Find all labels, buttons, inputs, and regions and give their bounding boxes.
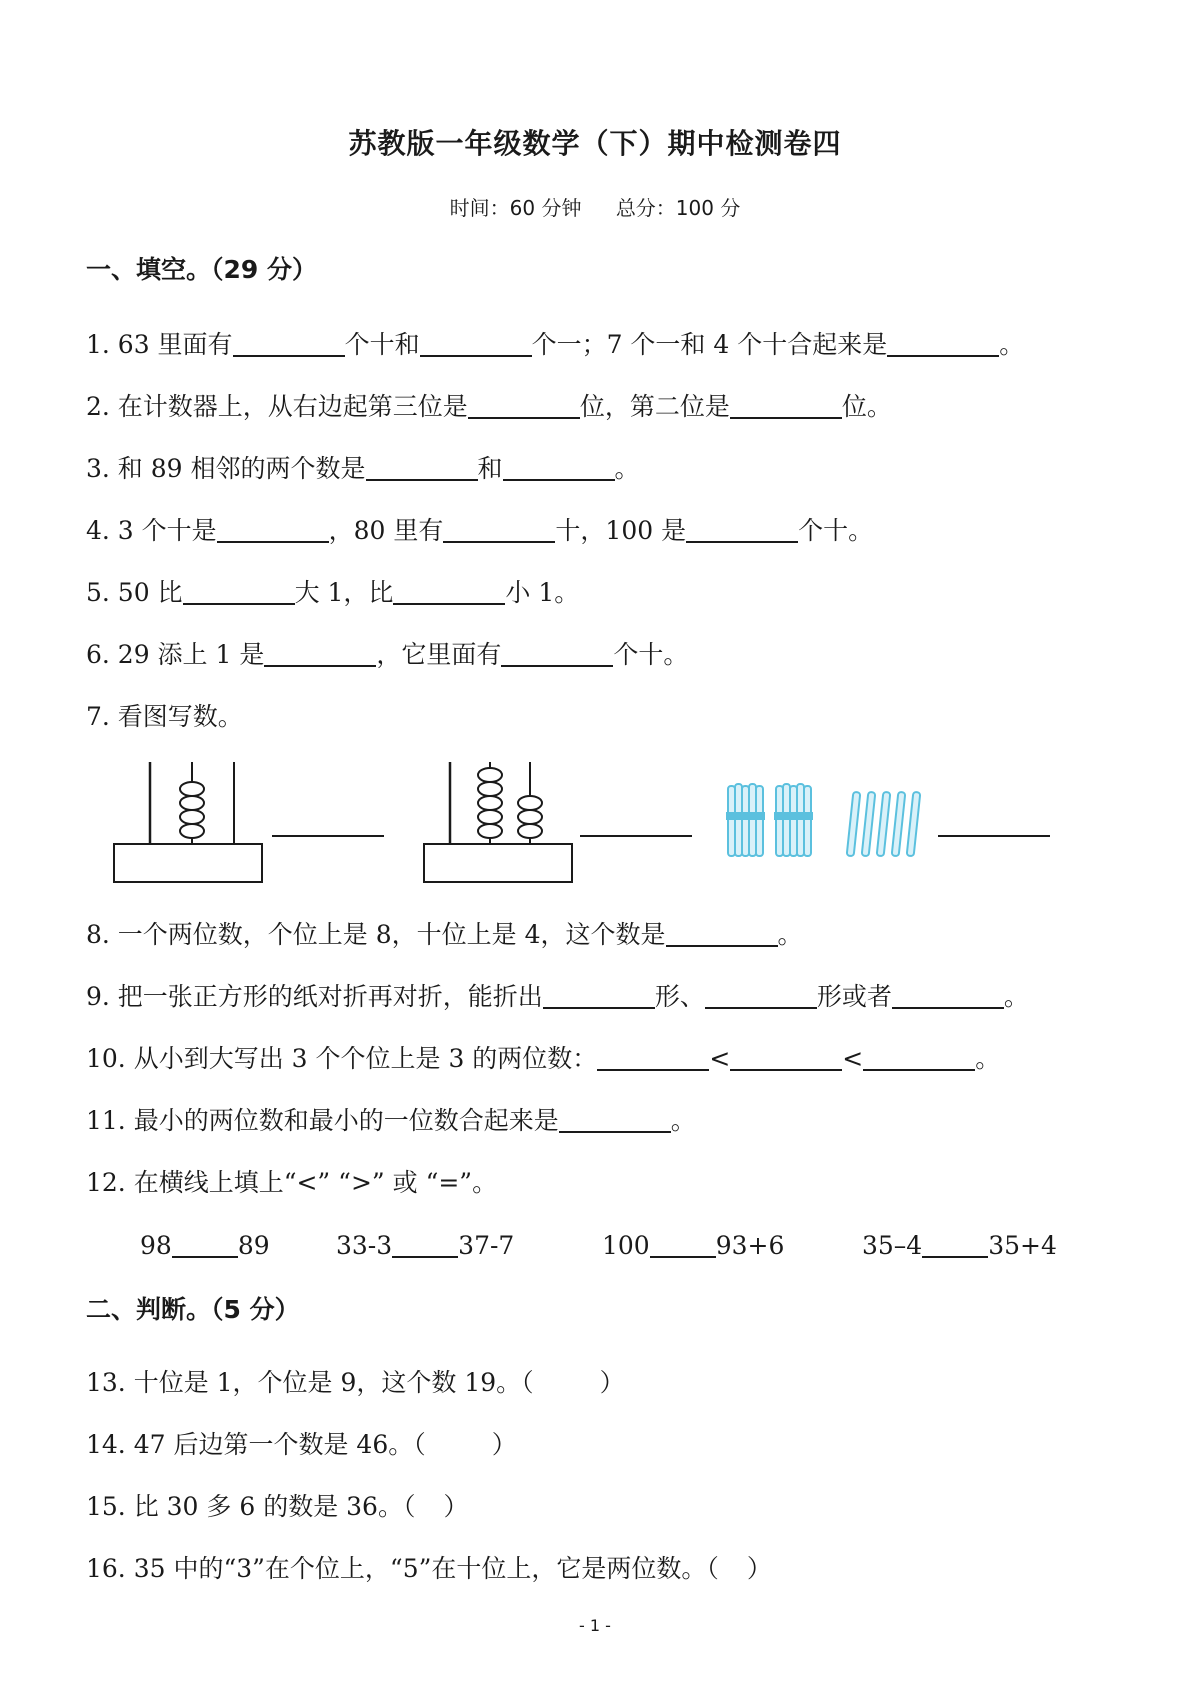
question-15: 15. 比 30 多 6 的数是 36。（ ）: [86, 1492, 469, 1521]
question-5: 5. 50 比 大 1，比 小 1。: [86, 578, 580, 607]
question-14: 14. 47 后边第一个数是 46。（ ）: [86, 1430, 517, 1459]
answer-blank[interactable]: [503, 453, 615, 481]
figure-row: [100, 760, 1060, 895]
answer-blank[interactable]: [666, 919, 778, 947]
question-13: 13. 十位是 1，个位是 9，这个数 19。（ ）: [86, 1368, 625, 1397]
answer-blank[interactable]: [730, 1043, 842, 1071]
answer-blank[interactable]: [217, 515, 329, 543]
answer-blank[interactable]: [580, 835, 692, 837]
answer-blank[interactable]: [543, 981, 655, 1009]
answer-blank[interactable]: [272, 835, 384, 837]
question-8: 8. 一个两位数，个位上是 8，十位上是 4，这个数是 。: [86, 920, 803, 949]
question-7: 7. 看图写数。: [86, 702, 243, 731]
answer-blank[interactable]: [183, 577, 295, 605]
question-1: 1. 63 里面有 个十和 个一；7 个一和 4 个十合起来是 。: [86, 330, 1025, 359]
answer-blank[interactable]: [233, 329, 345, 357]
time-limit: 时间：60 分钟: [449, 196, 582, 220]
answer-blank[interactable]: [597, 1043, 709, 1071]
question-16: 16. 35 中的“3”在个位上，“5”在十位上，它是两位数。（ ）: [86, 1554, 772, 1583]
page-title: 苏教版一年级数学（下）期中检测卷四: [348, 127, 842, 160]
question-6: 6. 29 添上 1 是 ，它里面有 个十。: [86, 640, 689, 669]
question-9: 9. 把一张正方形的纸对折再对折，能折出 形、 形或者 。: [86, 982, 1029, 1011]
answer-blank[interactable]: [501, 639, 613, 667]
question-2: 2. 在计数器上，从右边起第三位是 位，第二位是 位。: [86, 392, 892, 421]
answer-blank[interactable]: [863, 1043, 975, 1071]
question-11: 11. 最小的两位数和最小的一位数合起来是 。: [86, 1106, 696, 1135]
answer-blank[interactable]: [686, 515, 798, 543]
page-number: - 1 -: [579, 1616, 611, 1635]
answer-blank[interactable]: [892, 981, 1004, 1009]
section-heading-judge: 二、判断。（5 分）: [86, 1295, 300, 1324]
exam-info: [0, 192, 1190, 221]
total-score: 总分：100 分: [615, 196, 741, 220]
answer-blank[interactable]: [468, 391, 580, 419]
answer-blank[interactable]: [392, 1230, 458, 1258]
answer-blank[interactable]: [443, 515, 555, 543]
answer-blank[interactable]: [393, 577, 505, 605]
question-12: 12. 在横线上填上“<” “>” 或 “=”。: [86, 1168, 498, 1197]
abacus-1-figure: [112, 760, 267, 890]
question-3: 3. 和 89 相邻的两个数是 和 。: [86, 454, 640, 483]
question-10: 10. 从小到大写出 3 个个位上是 3 的两位数： < < 。: [86, 1044, 1001, 1073]
answer-blank[interactable]: [730, 391, 842, 419]
section-heading-fill: 一、填空。（29 分）: [86, 255, 317, 284]
abacus-2-figure: [422, 760, 577, 890]
answer-blank[interactable]: [264, 639, 376, 667]
answer-blank[interactable]: [650, 1230, 716, 1258]
compare-item: 100 93+6: [602, 1231, 785, 1260]
answer-blank[interactable]: [705, 981, 817, 1009]
compare-item: 33-3 37-7: [336, 1231, 515, 1260]
compare-item: 35–4 35+4: [862, 1231, 1057, 1260]
answer-blank[interactable]: [887, 329, 999, 357]
stick-bundles-figure: [720, 780, 930, 870]
question-4: 4. 3 个十是 ，80 里有 十，100 是 个十。: [86, 516, 874, 545]
answer-blank[interactable]: [420, 329, 532, 357]
answer-blank[interactable]: [366, 453, 478, 481]
answer-blank[interactable]: [172, 1230, 238, 1258]
answer-blank[interactable]: [559, 1105, 671, 1133]
compare-item: 98 89: [140, 1231, 270, 1260]
answer-blank[interactable]: [938, 835, 1050, 837]
answer-blank[interactable]: [922, 1230, 988, 1258]
